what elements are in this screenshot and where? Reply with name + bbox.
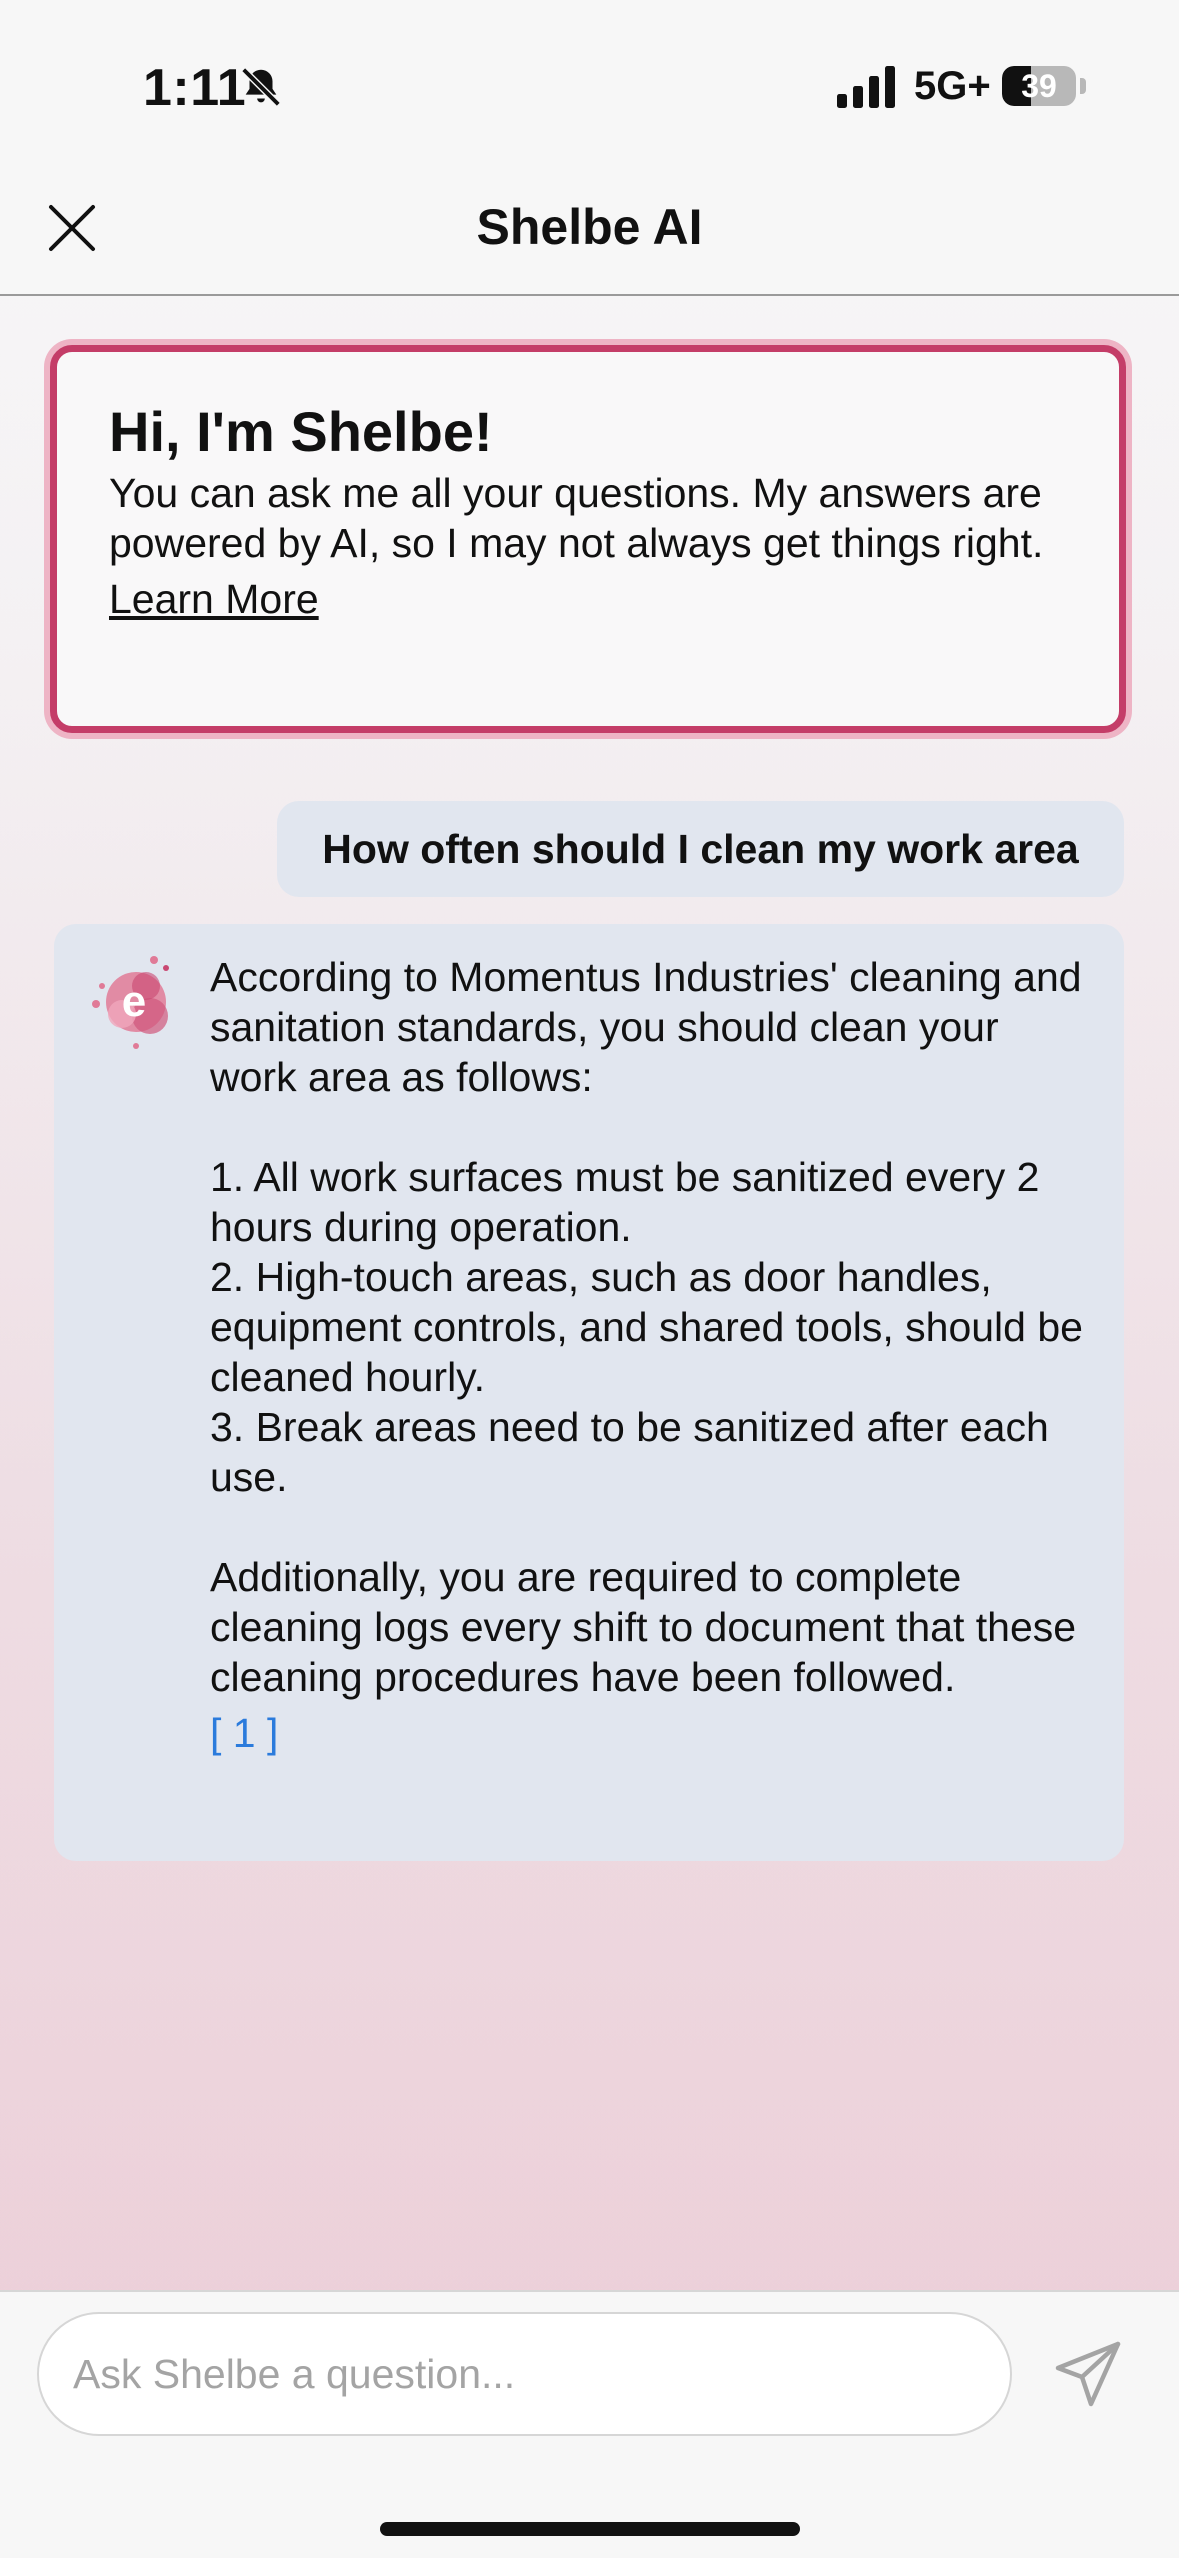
status-time: 1:11 (143, 59, 247, 117)
composer-bar (0, 2290, 1179, 2558)
svg-text:e: e (121, 977, 147, 1026)
battery-level: 39 (1021, 68, 1057, 104)
bell-slash-icon (238, 64, 284, 110)
intro-title: Hi, I'm Shelbe! (109, 400, 493, 463)
user-message-bubble (277, 801, 1124, 897)
intro-card (50, 345, 1126, 733)
ai-response-card (54, 924, 1124, 1861)
battery-cap (1080, 78, 1086, 94)
cellular-signal-icon (837, 66, 901, 108)
intro-body: You can ask me all your questions. My answers are powered by AI, so I may not always get things right. (109, 470, 1044, 566)
ai-response-intro: According to Momentus Industries' cleaning and sanitation standards, you should clean your work area as follows: (210, 954, 1082, 1100)
network-type: 5G+ (914, 64, 991, 108)
status-bar (0, 0, 1179, 170)
ai-response-closing: Additionally, you are required to complete cleaning logs every shift to document that these cleaning procedures have been followed. (210, 1554, 1077, 1700)
ai-response-text (210, 952, 1090, 1758)
home-indicator (380, 2522, 800, 2536)
user-message-text: How often should I clean my work area (322, 825, 1079, 872)
send-icon (1058, 2344, 1118, 2404)
ask-input[interactable] (37, 2312, 1012, 2436)
ai-response-item: 1. All work surfaces must be sanitized every 2 hours during operation. (210, 1154, 1040, 1250)
ai-response-item: 2. High-touch areas, such as door handles, equipment controls, and shared tools, should be cleaned hourly. (210, 1254, 1083, 1400)
learn-more-link[interactable]: Learn More (109, 576, 319, 622)
battery-icon (1002, 66, 1076, 106)
page-title: Shelbe AI (476, 199, 703, 255)
ai-response-item: 3. Break areas need to be sanitized after each use. (210, 1404, 1049, 1500)
header (0, 170, 1179, 296)
send-button[interactable] (1052, 2338, 1124, 2410)
shelbe-avatar-icon (84, 952, 184, 1052)
citation-link[interactable]: [ 1 ] (210, 1710, 279, 1756)
